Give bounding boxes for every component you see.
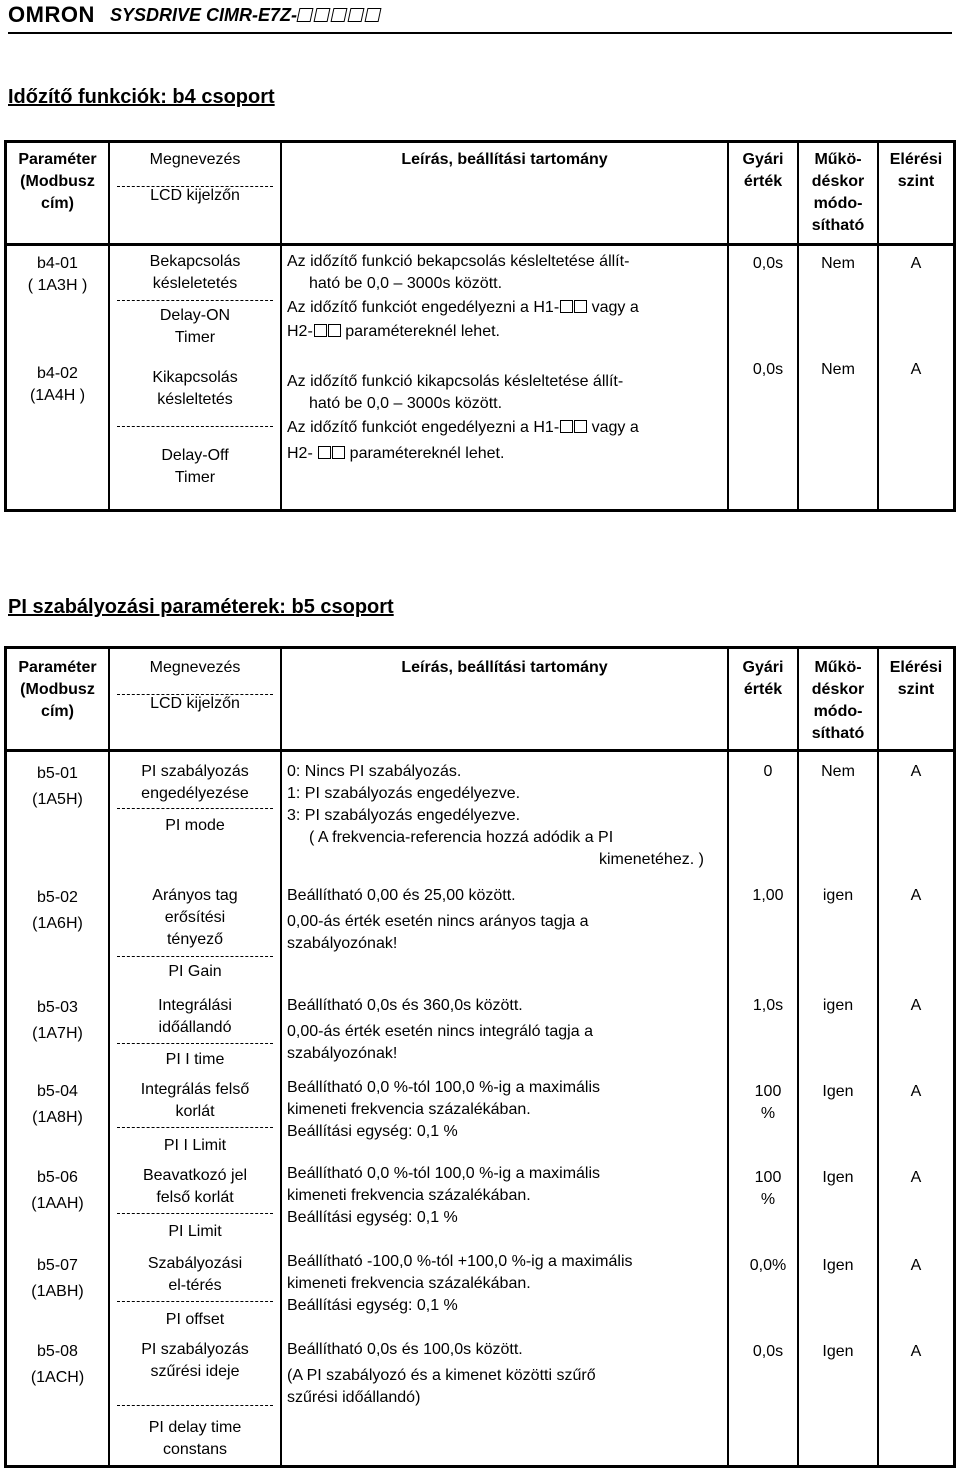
access-value: A	[910, 997, 922, 1014]
b5-section-title: PI szabályozási paraméterek: b5 csoport	[8, 596, 394, 618]
access-value: A	[910, 255, 922, 272]
table-row-lcd: PI I time	[165, 1051, 225, 1068]
factory-value: 0,0s	[752, 1343, 784, 1360]
factory-value: 1,00	[752, 887, 784, 904]
table-row-lcd: PI mode	[165, 817, 225, 834]
table-row-desc: Beállítható 0,0 %-tól 100,0 %-ig a maximális kimeneti frekvencia százalékában. Beállítási egység: 0,1 %	[287, 1079, 601, 1140]
access-value: A	[910, 887, 922, 904]
modify-value: Igen	[822, 1257, 854, 1274]
table-row-name: Arányos tag erősítési tényező	[152, 887, 238, 948]
table-row-name: Szabályozási el-térés	[147, 1255, 243, 1294]
table-row-desc: Beállítható 0,0 %-tól 100,0 %-ig a maximális kimeneti frekvencia százalékában. Beállítási egység: 0,1 %	[287, 1165, 601, 1226]
modify-value: Igen	[822, 1169, 854, 1186]
col-access-header: Elérési szint	[889, 659, 943, 698]
col-param-header: Paraméter (Modbusz cím)	[18, 151, 97, 212]
modify-value: Nem	[821, 255, 855, 272]
table-row-param: b4-01 ( 1A3H )	[27, 255, 88, 294]
col-modify-header: Műkö- déskor módo- sítható	[811, 659, 865, 742]
access-value: A	[910, 1257, 922, 1274]
b4-table	[4, 140, 956, 512]
table-row-desc: Az időzítő funkció bekapcsolás késleltetése állít- ható be 0,0 – 3000s között. Az időzítő funkciót engedélyezni a H1- vagy a H2- paramétereknél lehet.	[287, 253, 639, 340]
col-access-header: Elérési szint	[889, 151, 943, 190]
table-row-lcd: PI Gain	[168, 963, 222, 980]
access-value: A	[910, 1343, 922, 1360]
table-row-lcd: PI offset	[165, 1311, 225, 1328]
table-row-name: Beavatkozó jel felső korlát	[142, 1167, 248, 1206]
factory-value: 100 %	[754, 1083, 782, 1122]
col-name-header: Megnevezés LCD kijelzőn	[149, 151, 241, 204]
factory-value: 0,0s	[752, 255, 784, 272]
col-factory-header: Gyári érték	[742, 151, 784, 190]
col-param-header: Paraméter (Modbusz cím)	[18, 659, 97, 720]
header-divider	[8, 32, 952, 34]
factory-value: 100 %	[754, 1169, 782, 1208]
modify-value: Igen	[822, 1343, 854, 1360]
access-value: A	[910, 1083, 922, 1100]
model-name	[110, 5, 383, 26]
table-row-param: b5-08 (1ACH)	[30, 1343, 85, 1386]
table-row-desc: Beállítható 0,0s és 100,0s között. (A PI szabályozó és a kimenet közötti szűrő szűrési időállandó)	[287, 1341, 596, 1406]
table-row-name: Bekapcsolás késleletetés	[149, 253, 241, 292]
model-text: SYSDRIVE CIMR-E7Z-	[110, 5, 298, 25]
b4-section-title: Időzítő funkciók: b4 csoport	[8, 86, 275, 108]
table-row-param: b5-03 (1A7H)	[32, 999, 83, 1042]
table-row-desc: Beállítható 0,00 és 25,00 között. 0,00-ás érték esetén nincs arányos tagja a szabályozónak!	[287, 887, 589, 952]
b5-table	[4, 646, 956, 1468]
access-value: A	[910, 763, 922, 780]
page-header	[8, 2, 952, 32]
factory-value: 0,0%	[749, 1257, 787, 1274]
table-row-name: PI szabályozás szűrési ideje	[141, 1341, 249, 1380]
table-row-param: b5-02 (1A6H)	[32, 889, 83, 932]
table-row-param: b5-01 (1A5H)	[32, 765, 83, 808]
table-row-desc: Beállítható 0,0s és 360,0s között. 0,00-ás érték esetén nincs integráló tagja a szabályozónak!	[287, 997, 593, 1062]
col-factory-header: Gyári érték	[742, 659, 784, 698]
table-row-name: Integrálás felső korlát	[140, 1081, 250, 1120]
omron-logo: OMRON	[8, 2, 95, 27]
table-row-lcd: PI delay time constans	[148, 1419, 242, 1458]
access-value: A	[910, 361, 922, 378]
col-desc-header: Leírás, beállítási tartomány	[401, 151, 608, 168]
table-row-param: b4-02 (1A4H )	[29, 365, 86, 404]
modify-value: Igen	[822, 1083, 854, 1100]
table-row-name: Kikapcsolás késleltetés	[152, 369, 238, 408]
modify-value: Nem	[821, 361, 855, 378]
col-name-header: Megnevezés LCD kijelzőn	[149, 659, 241, 712]
placeholder-boxes-icon	[298, 5, 383, 26]
table-row-desc: Az időzítő funkció kikapcsolás késleltetése állít- ható be 0,0 – 3000s között. Az időzítő funkciót engedélyezni a H1- vagy a H2- paramétereknél lehet.	[287, 373, 639, 462]
table-row-lcd: PI I Limit	[163, 1137, 227, 1154]
modify-value: igen	[822, 887, 854, 904]
table-row-param: b5-06 (1AAH)	[31, 1169, 84, 1212]
table-row-lcd: Delay-ON Timer	[159, 307, 231, 346]
table-row-name: PI szabályozás engedélyezése	[141, 763, 249, 802]
factory-value: 1,0s	[752, 997, 784, 1014]
factory-value: 0,0s	[752, 361, 784, 378]
col-modify-header: Műkö- déskor módo- sítható	[811, 151, 865, 234]
factory-value: 0	[763, 763, 773, 780]
modify-value: igen	[822, 997, 854, 1014]
table-row-param: b5-04 (1A8H)	[32, 1083, 83, 1126]
col-desc-header: Leírás, beállítási tartomány	[401, 659, 608, 676]
table-row-param: b5-07 (1ABH)	[31, 1257, 84, 1300]
table-row-lcd: Delay-Off Timer	[161, 447, 229, 486]
table-row-lcd: PI Limit	[168, 1223, 222, 1240]
table-row-name: Integrálási időállandó	[158, 997, 232, 1036]
table-row-desc: Beállítható -100,0 %-tól +100,0 %-ig a maximális kimeneti frekvencia százalékában. Beállítási egység: 0,1 %	[287, 1253, 633, 1314]
modify-value: Nem	[821, 763, 855, 780]
access-value: A	[910, 1169, 922, 1186]
table-row-desc: 0: Nincs PI szabályozás. 1: PI szabályozás engedélyezve. 3: PI szabályozás engedélyezve. ( A frekvencia-referencia hozzá adódik a PI kimenetéhez. )	[287, 763, 704, 868]
